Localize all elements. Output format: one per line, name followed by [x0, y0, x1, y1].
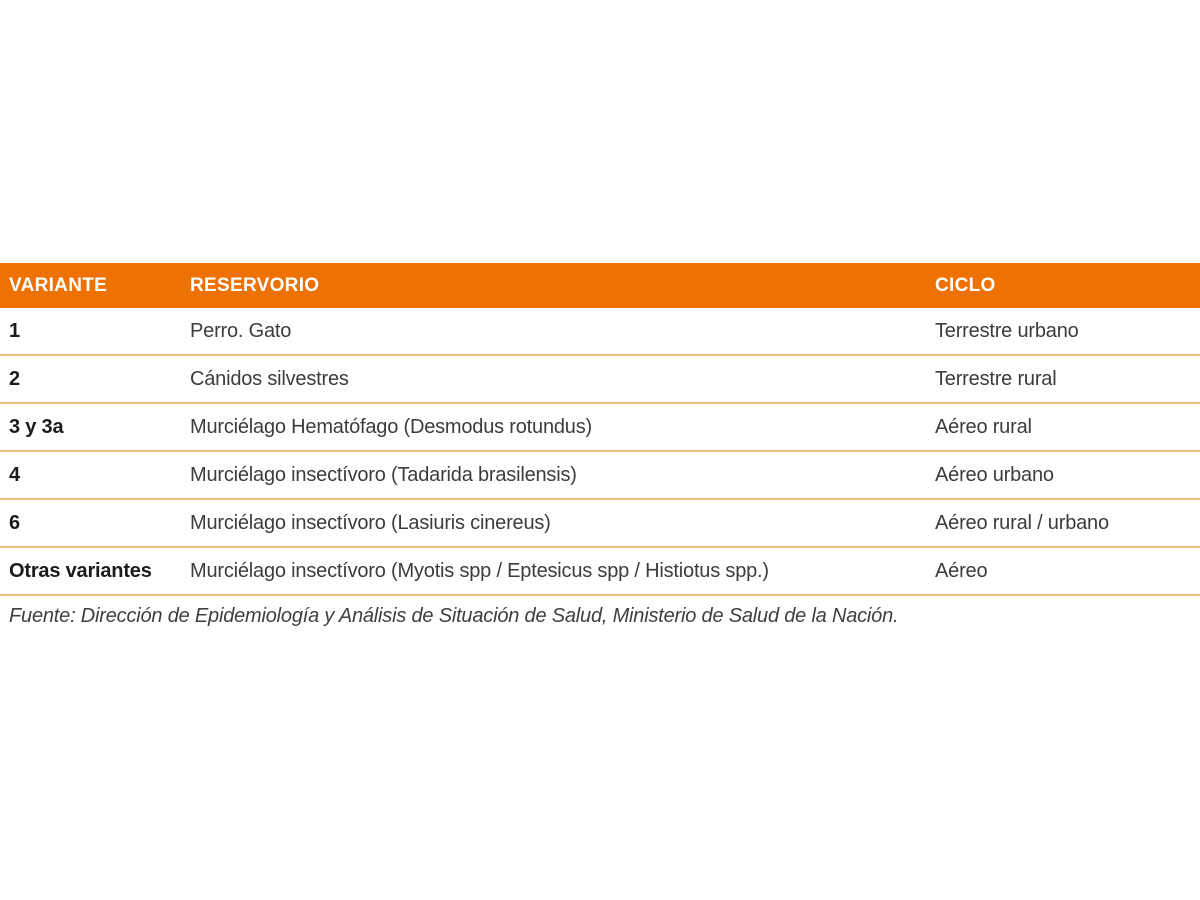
variants-table — [0, 263, 1200, 628]
cell-variante: Otras variantes — [9, 559, 152, 582]
table-row — [0, 452, 1200, 500]
table-row — [0, 404, 1200, 452]
cell-ciclo: Aéreo rural — [935, 415, 1032, 438]
table-row — [0, 500, 1200, 548]
cell-reservorio: Murciélago insectívoro (Lasiuris cinereus) — [190, 511, 551, 534]
cell-reservorio: Perro. Gato — [190, 319, 292, 342]
cell-ciclo: Aéreo urbano — [935, 463, 1054, 486]
cell-variante: 1 — [9, 319, 20, 342]
table-row — [0, 308, 1200, 356]
cell-reservorio: Murciélago insectívoro (Myotis spp / Eptesicus spp / Histiotus spp.) — [190, 559, 769, 582]
cell-reservorio: Murciélago insectívoro (Tadarida brasilensis) — [190, 463, 577, 486]
column-header-variante: VARIANTE — [9, 274, 108, 296]
cell-ciclo: Terrestre rural — [935, 367, 1057, 390]
cell-variante: 2 — [9, 367, 20, 390]
cell-ciclo: Aéreo — [935, 559, 988, 582]
cell-variante: 6 — [9, 511, 20, 534]
column-header-ciclo: CICLO — [935, 274, 996, 296]
cell-reservorio: Murciélago Hematófago (Desmodus rotundus) — [190, 415, 592, 438]
table-row — [0, 356, 1200, 404]
table-row — [0, 548, 1200, 596]
table-header-row — [0, 263, 1200, 308]
column-header-reservorio: RESERVORIO — [190, 274, 320, 296]
cell-reservorio: Cánidos silvestres — [190, 367, 349, 390]
source-note: Fuente: Dirección de Epidemiología y Análisis de Situación de Salud, Ministerio de Salud de la Nación. — [9, 605, 899, 627]
cell-variante: 4 — [9, 463, 20, 486]
cell-variante: 3 y 3a — [9, 415, 64, 438]
cell-ciclo: Terrestre urbano — [935, 319, 1079, 342]
cell-ciclo: Aéreo rural / urbano — [935, 511, 1109, 534]
